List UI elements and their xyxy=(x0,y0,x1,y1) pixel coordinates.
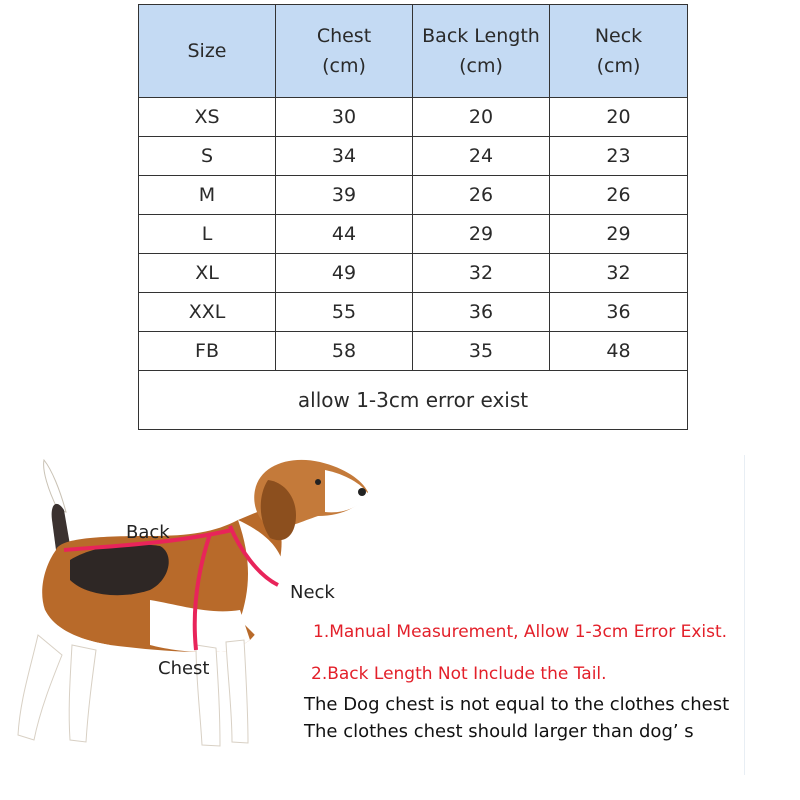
table-row xyxy=(139,98,688,137)
dog-measurement-section xyxy=(0,450,800,800)
cell-size: XXL xyxy=(139,293,276,332)
cell-size: FB xyxy=(139,332,276,371)
table-row xyxy=(139,176,688,215)
table-row xyxy=(139,293,688,332)
cell-neck: 48 xyxy=(550,332,688,371)
cell-chest: 44 xyxy=(276,215,413,254)
table-header-row xyxy=(139,5,688,98)
table-note: allow 1-3cm error exist xyxy=(139,371,688,430)
cell-chest: 39 xyxy=(276,176,413,215)
header-size-label: Size xyxy=(187,40,227,62)
header-size xyxy=(139,5,276,98)
header-neck-label: Neck xyxy=(594,25,643,47)
cell-size: L xyxy=(139,215,276,254)
cell-back-length: 32 xyxy=(413,254,550,293)
cell-chest: 58 xyxy=(276,332,413,371)
cell-neck: 23 xyxy=(550,137,688,176)
cell-chest: 34 xyxy=(276,137,413,176)
header-back-length xyxy=(413,5,550,98)
back-label: Back xyxy=(126,522,170,543)
dog-back-leg xyxy=(18,635,62,740)
chest-label: Chest xyxy=(158,658,210,679)
cell-back-length: 24 xyxy=(413,137,550,176)
cell-neck: 26 xyxy=(550,176,688,215)
cell-neck: 32 xyxy=(550,254,688,293)
table-row xyxy=(139,332,688,371)
cell-size: XS xyxy=(139,98,276,137)
table-row xyxy=(139,254,688,293)
header-chest-label: Chest xyxy=(316,25,372,47)
table-row xyxy=(139,215,688,254)
cell-chest: 49 xyxy=(276,254,413,293)
header-chest xyxy=(276,5,413,98)
note-back-length: 2.Back Length Not Include the Tail. xyxy=(311,664,607,684)
note-manual-measurement: 1.Manual Measurement, Allow 1-3cm Error Exist. xyxy=(313,622,728,642)
cell-neck: 36 xyxy=(550,293,688,332)
cell-size: M xyxy=(139,176,276,215)
cell-back-length: 26 xyxy=(413,176,550,215)
note-chest-larger: The clothes chest should larger than dog’ s xyxy=(304,721,694,742)
cell-size: S xyxy=(139,137,276,176)
cell-neck: 29 xyxy=(550,215,688,254)
header-neck-unit: (cm) xyxy=(596,55,641,77)
cell-chest: 55 xyxy=(276,293,413,332)
cell-back-length: 35 xyxy=(413,332,550,371)
header-back-length-label: Back Length xyxy=(422,25,540,47)
cell-back-length: 36 xyxy=(413,293,550,332)
neck-label: Neck xyxy=(290,582,335,603)
size-chart-table xyxy=(138,4,688,430)
cell-size: XL xyxy=(139,254,276,293)
cell-back-length: 29 xyxy=(413,215,550,254)
dog-tail xyxy=(44,460,66,512)
header-back-length-unit: (cm) xyxy=(459,55,503,77)
cell-neck: 20 xyxy=(550,98,688,137)
header-chest-unit: (cm) xyxy=(322,55,366,77)
header-neck xyxy=(550,5,688,98)
cell-chest: 30 xyxy=(276,98,413,137)
cell-back-length: 20 xyxy=(413,98,550,137)
note-chest-not-equal: The Dog chest is not equal to the clothes chest xyxy=(304,694,730,715)
table-note-row xyxy=(139,371,688,430)
table-row xyxy=(139,137,688,176)
